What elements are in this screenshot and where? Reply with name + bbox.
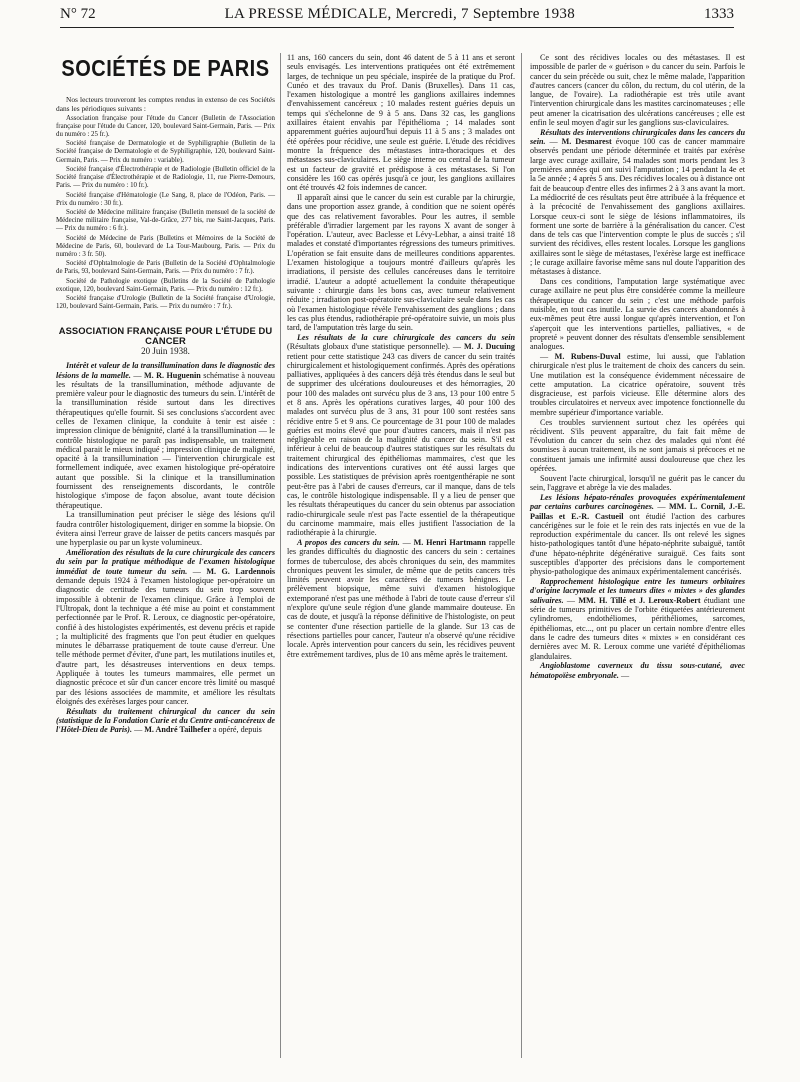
article-title: Angioblastome caverneux du tissu sous-cutané, avec hématopoïèse embryonale. — [530, 661, 745, 680]
article-title: Résultats des interventions chirurgicales dans les cancers du sein. — [530, 127, 745, 147]
article-paragraph: Résultats des interventions chirurgicales dans les cancers du sein. — M. Desmarest évoque 100 cas de cancer mammaire observés pendant une période déterminée et traités par exérèse large avec curage axillaire, 54 malades sont morts pendant les 3 premières années qui ont suivi l'amputation ; 14 pendant la 4e et la 5e année ; 4 après 5 ans. Des récidives locales ou à distance ont fait de beaucoup d'entre elles des infirmes 2 à 3 ans avant la mort. La médiocrité de ces résultats peut être attribuée à la fréquence et à la précocité de l'envahissement des ganglions axillaires. Lorsque ceux-ci sont le siège de lésions inflammatoires, ils forment une sorte de barrière à la généralisation du cancer. C'est dans de tels cas que l'intervention compte le plus de succès ; s'il survient des récidives, elles restent locales. Lorsque les ganglions axillaires sont le siège de métastases, l'exérèse large est inefficace ; le curage axillaire favorise même sans nul doute l'apparition des métastases à distance. — [530, 127, 746, 277]
column-divider — [280, 53, 281, 1058]
article-body: a opéré, depuis — [212, 725, 262, 735]
article-paragraph: — M. Rubens-Duval estime, lui aussi, que l'ablation chirurgicale n'est plus le traitement de choix des cancers du sein. Une mutilation est la conséquence évidemment nécessaire de cette amputation. La cicatrice opératoire, souvent très disgracieuse, est parfois vicieuse. Elle détermine alors des troubles circulatoires et nerveux avec impotence fonctionnelle du membre supérieur d'importance variable. — [530, 352, 746, 417]
article-paragraph: La transillumination peut préciser le siège des lésions qu'il faudra contrôler histologiquement, diriger en somme la biopsie. On évitera ainsi l'erreur grave de laisser de petits cancers masqués par une hyperplasie ou par un kyste volumineux. — [56, 510, 275, 548]
article-body: étudiant une série de tumeurs primitives de l'orbite étiquetées antérieurement cylindromes, endothéliomes, périthéliomes, sarcomes, épithéliomas, etc..., ont pu placer un certain nombre d'entre elles dans le cadre des tumeurs dites « mixtes » en considérant ces dernières avec M. R. Leroux comme une variété d'épithéliomas glandulaires. — [530, 595, 746, 661]
article-paragraph: Ce sont des récidives locales ou des métastases. Il est impossible de parler de « guérison » du cancer du sein. Parfois le cancer du sein précède ou suit, chez le même malade, l'apparition d'autres cancers (cancer du côlon, du rectum, du col utérin, de la langue, de l'ovaire). La radiothérapie est très utile avant l'intervention chirurgicale dans les mastites carcinomateuses ; elle peut amener la cicatrisation des ulcérations cancéreuses ; elle est enfin le seul moyen d'agir sur les ganglions sus-claviculaires. — [530, 53, 745, 128]
article-paragraph: Résultats du traitement chirurgical du cancer du sein (statistique de la Fondation Curie et du Centre anti-cancéreux de l'Hôtel-Dieu de Paris). — M. André Tailhefer a opéré, depuis — [56, 706, 275, 735]
article-author: MM. H. Tillé et J. Leroux-Robert — [578, 595, 701, 605]
subscription-list — [56, 115, 275, 312]
page-header — [60, 6, 734, 26]
subscription-item: Société française de Dermatologie et de Syphiligraphie (Bulletin de la Société française de Dermatologie et de Syphiligraphie, 120, boulevard Saint-Germain, Paris. — Prix du numéro : variable). — [56, 140, 275, 164]
article-body: demande depuis 1924 à l'examen histologique per-opératoire un diagnostic de certitude des tumeurs du sein trop souvent impossible à obtenir de l'examen clinique. Grâce à l'emploi de l'Ultropak, dont la technique a été mise au point et constamment perfectionnée par le Prof. R. Leroux, ce diagnostic per-opératoire, confié à des histologistes expérimentés, est devenu précis et rapide ; la multiplicité des fragments que l'on peut étudier en quelques minutes le débarrasse pratiquement de toute cause d'erreur. Une telle méthode permet d'éviter, d'une part, les mutilations inutiles et, d'autre part, les désastreuses interventions en deux temps. Appliquée à toutes les tumeurs mammaires, elle permet un diagnostic précoce et sûr d'un cancer encore très limité ou masqué par des lésions associées de mammite, et améliore les résultats éloignés des exérèses larges pour cancer. — [56, 576, 275, 706]
subscription-item: Société de Médecine militaire française (Bulletin mensuel de la société de Médecine militaire française, Val-de-Grâce, 277 bis, rue Saint-Jacques, Paris. — Prix du numéro : 6 fr.). — [56, 209, 275, 233]
subscription-item: Société française d'Hématologie (Le Sang, 8, place de l'Odéon, Paris. — Prix du numéro : 30 fr.). — [56, 191, 275, 207]
subscription-item: Société d'Ophtalmologie de Paris (Bulletin de la Société d'Ophtalmologie de Paris, 93, boulevard Saint-Germain, Paris. — Prix du numéro : 7 fr.). — [56, 260, 275, 276]
journal-title: LA PRESSE MÉDICALE, Mercredi, 7 Septembre 1938 — [224, 6, 576, 22]
column-2 — [287, 53, 515, 659]
article-body: estime, lui aussi, que l'ablation chirurgicale n'est plus le traitement de choix des cancers du sein. Une mutilation est la conséquence évidemment nécessaire de cette amputation. La cicatrice opératoire, souvent très disgracieuse, est parfois vicieuse. Elle détermine alors des troubles circulatoires et nerveux avec impotence fonctionnelle du membre supérieur d'importance variable. — [530, 352, 746, 417]
article-author: M. G. Lardennois — [206, 566, 276, 576]
society-heading: ASSOCIATION FRANÇAISE POUR L'ÉTUDE DU CANCER — [58, 325, 273, 346]
article-title: Les résultats de la cure chirurgicale des cancers du sein — [297, 332, 515, 342]
article-paragraph: Ces troubles surviennent surtout chez les opérées qui récidivent. S'ils peuvent apparaître, du fait fait même de l'évolution du cancer du sein chez des malades qui n'ont été soumises à aucun traitement, ils ne sont jamais si précoces et ne constituent jamais une infirmité aussi douloureuse que chez les opérées. — [530, 417, 745, 474]
article-body: ont étudié l'action des carbures cancérigènes sur le foie et le rein des rats injectés en vue de la reproduction expérimentale du cancer. Ils ont relevé les signes histo-pathologiques tantôt d'une hépato-néphrite subaiguë, tantôt d'une hépato-néphrite dégénérative suraiguë. Ces faits sont susceptibles d'apporter des précisions dans le comportement physio-pathologique des animaux expérimentalement cancérisés. — [530, 511, 746, 577]
article-title: Intérêt et valeur de la transillumination dans le diagnostic des lésions de la mamelle. — [56, 361, 275, 380]
article-body: évoque 100 cas de cancer mammaire observés pendant une période déterminée et traités par exérèse large avec curage axillaire, 54 malades sont morts pendant les 3 premières années qui ont suivi l'amputation ; 14 pendant la 4e et la 5e année ; 4 après 5 ans. Des récidives locales ou à distance ont fait de beaucoup d'entre elles des infirmes 2 à 3 ans avant la mort. La médiocrité de ces résultats peut être attribuée à la fréquence et à la précocité de l'envahissement des ganglions axillaires. Lorsque ceux-ci sont le siège de lésions inflammatoires, ils forment une sorte de barrière à la généralisation du cancer. C'est dans de tels cas que l'intervention compte le plus de succès ; s'il survient des récidives, elles restent locales. Lorsque les ganglions axillaires sont le siège de métastases, l'exérèse large est inefficace ; le curage axillaire favorise même sans nul doute l'apparition des métastases à distance. — [530, 137, 746, 277]
article-body: rappelle les grandes difficultés du diagnostic des cancers du sein : certaines formes de tuberculose, des abcès chroniques du sein, des mammites chroniques peuvent les simuler, de même que de petits cancers très limités peuvent avoir les caractères de tumeurs bénignes. Le prélèvement biopsique, même suivi d'examen histologique extemporané n'est pas une méthode à l'abri de toute cause d'erreur s'il n'explore qu'une seule région d'une glande mammaire douteuse. En cas de doute, et jusqu'à la réponse définitive de l'histologiste, on peut se contenter d'une résection partielle de la glande. Sur 13 cas de résections partielles pour cancer, l'auteur n'a observé qu'une récidive locale. Après intervention pour cancers du sein, les récidives peuvent être extrêmement tardives, plus de 10 ans même après le traitement. — [287, 537, 515, 659]
article-title: Amélioration des résultats de la cure chirurgicale des cancers du sein par la pratique méthodique de l'examen histologique immédiat de toute tumeur du sein. — [56, 548, 275, 576]
article-author: M. J. Ducuing — [463, 342, 515, 352]
session-date: 20 Juin 1938. — [141, 345, 190, 356]
subscription-item: Société de Médecine de Paris (Bulletins et Mémoires de la Société de Médecine de Paris, 60, boulevard de La Tour-Maubourg, Paris. — Prix du numéro : 3 fr. 50). — [56, 234, 275, 258]
article-paragraph: A propos des cancers du sein. — M. Henri Hartmann rappelle les grandes difficultés du diagnostic des cancers du sein : certaines formes de tuberculose, des abcès chroniques du sein, des mammites chroniques peuvent les simuler, de même que de petits cancers très limités peuvent avoir les caractères de tumeurs bénignes. Le prélèvement biopsique, même suivi d'examen histologique extemporané n'est pas une méthode à l'abri de toute cause d'erreur s'il n'explore qu'une seule région d'une glande mammaire douteuse. En cas de doute, et jusqu'à la réponse définitive de l'histologiste, on peut se contenter d'une résection partielle de la glande. Sur 13 cas de résections partielles pour cancer, l'auteur n'a observé qu'une récidive locale. Après intervention pour cancers du sein, les récidives peuvent être extrêmement tardives, plus de 10 ans même après le traitement. — [287, 537, 515, 659]
subscription-item: Association française pour l'étude du Cancer (Bulletin de l'Association française pour l'étude du Cancer, 120, boulevard Saint-Germain, Paris. — Prix du numéro : 25 fr.). — [56, 114, 275, 138]
intro-text: Nos lecteurs trouveront les comptes rendus in extenso de ces Sociétés dans les périodiques suivants : — [56, 95, 275, 113]
article-paragraph: Intérêt et valeur de la transillumination dans le diagnostic des lésions de la mamelle. — M. R. Huguenin schématise à nouveau les résultats de la transillumination, méthode adjuvante de première valeur pour le diagnostic des tumeurs du sein. L'intérêt de la transillumination réside surtout dans les directives thérapeutiques qu'elle fournit. Si ses conclusions s'accordent avec celles de l'examen clinique, la conduite à tenir est aisée : impression clinique de bénignité, clarté à la transillumination — le contrôle histologique ne paraît pas indispensable, un traitement médical parait le mieux indiqué ; impression clinique de malignité, opacité à la transillumination — l'intervention chirurgicale est formellement indiquée, avec examen histologique pré-opératoire autant que possible. Si la clinique et la transillumination fournissent des renseignements discordants, le contrôle histologique s'impose de façon absolue, avant toute décision thérapeutique. — [56, 361, 275, 510]
article-paragraph: Les résultats de la cure chirurgicale des cancers du sein (Résultats globaux d'une statistique personnelle). — M. J. Ducuing retient pour cette statistique 243 cas divers de cancer du sein traités chirurgicalement et histologiquement confirmés. Après des opérations palliatives, appliquées à des cancers déjà très étendus dans le seul but de supprimer des ulcérations douloureuses et des hémorragies, 20 pour 100 des malades ont survécu plus de 3 ans, 13 pour 100 entre 5 et 8 ans. Après les opérations curatives larges, 40 pour 100 des malades ont survécu plus de 3 ans, 31 pour 100 sont restées sans récidive entre 5 et 9 ans. Ce pourcentage de 31 pour 100 de malades guéries est moins élevé que pour d'autres cancers, mais il n'est pas négligeable en raison de la malignité du cancer du sein. S'il est inférieur à celui de beaucoup d'autres statistiques sur les résultats du traitement chirurgical des épithéliomas mammaires, c'est que les indications des interventions curatives ont été aussi larges que possible. Les statistiques de prévision après roentgenthérapie ne sont peut-être pas à l'abri de causes d'erreurs, car il manque, dans de tels cas, le contrôle histologique indispensable. Il y a lieu de penser que les résultats thérapeutiques du cancer du sein obtenus par association radio-chirurgicale seule n'est pas l'acte essentiel de la thérapeutique du carcinome mammaire, mais elles justifient l'association de la radiothérapie à la chirurgie. — [287, 332, 515, 538]
article-title: Résultats du traitement chirurgical du cancer du sein (statistique de la Fondation Curie et du Centre anti-cancéreux de l'Hôtel-Dieu de Paris). — [56, 706, 275, 735]
column-1 — [56, 36, 275, 735]
article-body: retient pour cette statistique 243 cas divers de cancer du sein traités chirurgicalement et histologiquement confirmés. Après des opérations palliatives, appliquées à des cancers déjà très étendus dans le seul but de supprimer des ulcérations douloureuses et des hémorragies, 20 pour 100 des malades ont survécu plus de 3 ans, 13 pour 100 entre 5 et 8 ans. Après les opérations curatives larges, 40 pour 100 des malades ont survécu plus de 3 ans, 31 pour 100 sont restées sans récidive entre 5 et 9 ans. Ce pourcentage de 31 pour 100 de malades guéries est moins élevé que pour d'autres cancers, mais il n'est pas négligeable en raison de la malignité du cancer du sein. S'il est inférieur à celui de beaucoup d'autres statistiques sur les résultats du traitement chirurgical des épithéliomas mammaires, c'est que les indications des interventions curatives ont été aussi larges que possible. Les statistiques de prévision après roentgenthérapie ne sont peut-être pas à l'abri de causes d'erreurs, car il manque, dans de tels cas, le contrôle histologique indispensable. Il y a lieu de penser que les résultats thérapeutiques du cancer du sein obtenus par association radio-chirurgicale seule n'est pas l'acte essentiel de la thérapeutique du carcinome mammaire, mais elles justifient l'association de la radiothérapie à la chirurgie. — [287, 351, 515, 538]
article-paragraph: Rapprochement histologique entre les tumeurs orbitaires d'origine lacrymale et les tumeurs dites « mixtes » des glandes salivaires. — MM. H. Tillé et J. Leroux-Robert étudiant une série de tumeurs primitives de l'orbite étiquetées antérieurement cylindromes, endothéliomes, périthéliomes, sarcomes, épithéliomas, etc..., ont pu placer un certain nombre d'entre elles dans le cadre des tumeurs dites « mixtes » en considérant ces dernières avec M. R. Leroux comme une variété d'épithéliomas glandulaires. — [530, 577, 746, 661]
article-title: Les lésions hépato-rénales provoquées expérimentalement par certains carbures carcinogènes. — [530, 492, 745, 512]
page-number: 1333 — [704, 6, 734, 22]
column-3 — [530, 53, 745, 680]
article-paragraph: Les lésions hépato-rénales provoquées expérimentalement par certains carbures carcinogènes. — MM. L. Cornil, J.-E. Paillas et E.-R. Castueil ont étudié l'action des carbures cancérigènes sur le foie et le rein des rats injectés en vue de la reproduction expérimentale du cancer. Ils ont relevé les signes histo-pathologiques tantôt d'une hépato-néphrite subaiguë, tantôt d'une hépato-néphrite dégénérative suraiguë. Ces faits sont susceptibles d'apporter des précisions dans le comportement physio-pathologique des animaux expérimentalement cancérisés. — [530, 492, 746, 577]
article-author: M. R. Huguenin — [143, 370, 201, 380]
issue-number: N° 72 — [60, 6, 96, 22]
article-paragraph: Angioblastome caverneux du tissu sous-cutané, avec hématopoïèse embryonale. — — [530, 661, 745, 680]
article-author: MM. L. Cornil, J.-E. Paillas et E.-R. Castueil — [530, 502, 746, 521]
column-divider — [521, 53, 522, 1058]
article-paragraph: Dans ces conditions, l'amputation large systématique avec curage axillaire ne peut plus être considérée comme la meilleure thérapeutique du cancer du sein ; c'est une méthode parfois nuisible, en tout cas inutile. La survie des cancers abandonnés à eux-mêmes peut être aussi longue qu'après intervention, et l'on s'aperçoit que les interventions partielles, palliatives, « de propreté » peuvent donner des résultats d'ensemble sensiblement analogues. — [530, 277, 745, 352]
article-paragraph: 11 ans, 160 cancers du sein, dont 46 datent de 5 à 11 ans et seront seuls envisagés. Les interventions pratiquées ont été extrêmement larges, de technique un peu spéciale, inspirée de la pratique du Prof. Cunéo et des travaux du Prof. Danis (Bruxelles). Dans 11 cas, l'examen histologique a montré les ganglions axillaires indemnes d'envahissement cancéreux ; 10 malades restent guéries depuis un temps qui s'échelonne de 9 à 5 ans. Dans 32 cas, les ganglions axillaires étaient envahis par l'épithélioma ; 14 malades sont apparemment guéries aujourd'hui depuis 11 à 5 ans ; 3 malades ont été opérées pour récidive, une seule est guérie. L'étude des récidives montre la fréquence des métastases intra-thoraciques et des métastases sus-claviculaires. Le siège interne ou central de la tumeur est un facteur de gravité et prédispose à ces métastases. Si l'on considère les 160 cas opérés jusqu'à ce jour, les ganglions axillaires ont été trouvés 42 fois indemnes de cancer. — [287, 53, 515, 193]
subscription-item: Société française d'Urologie (Bulletin de la Société française d'Urologie, 120, boulevard Saint-Germain, Paris. — Prix du numéro : 7 fr.). — [56, 295, 275, 311]
article-subtitle: (Résultats globaux d'une statistique personnelle). — [287, 342, 450, 352]
header-rule — [60, 27, 734, 28]
article-author: M. André Tailhefer — [144, 725, 211, 735]
article-body: schématise à nouveau les résultats de la transillumination, méthode adjuvante de première valeur pour le diagnostic des tumeurs du sein. L'intérêt de la transillumination réside surtout dans les directives thérapeutiques qu'elle fournit. Si ses conclusions s'accordent avec celles de l'examen clinique, la conduite à tenir est aisée : impression clinique de bénignité, clarté à la transillumination — le contrôle histologique ne paraît pas indispensable, un traitement médical parait le mieux indiqué ; impression clinique de malignité, opacité à la transillumination — l'intervention chirurgicale est formellement indiquée, avec examen histologique pré-opératoire autant que possible. Si la clinique et la transillumination fournissent des renseignements discordants, le contrôle histologique s'impose de façon absolue, avant toute décision thérapeutique. — [56, 370, 275, 510]
article-title: A propos des cancers du sein. — [297, 537, 400, 547]
subscription-item: Société de Pathologie exotique (Bulletins de la Société de Pathologie exotique, 120, boulevard Saint-Germain, Paris. — Prix du numéro : 12 fr.). — [56, 277, 275, 293]
article-author: M. Rubens-Duval — [554, 352, 621, 361]
article-author: M. Desmarest — [561, 137, 612, 147]
section-title: SOCIÉTÉS DE PARIS — [61, 56, 270, 82]
article-title: Rapprochement histologique entre les tumeurs orbitaires d'origine lacrymale et les tumeurs dites « mixtes » des glandes salivaires. — [530, 577, 745, 605]
article-author: M. Henri Hartmann — [413, 537, 486, 547]
article-paragraph: Souvent l'acte chirurgical, lorsqu'il ne guérit pas le cancer du sein, l'aggrave et abrège la vie des malades. — [530, 473, 745, 493]
article-paragraph: Il apparaît ainsi que le cancer du sein est curable par la chirurgie, dans une proportion assez grande, à condition que ne soient opérés que des cas relativement favorables. Pour les autres, il semble préférable d'irradier largement par les rayons X avant de songer à l'opération. L'auteur, avec Baclesse et Lévy-Lebhar, a ainsi traité 18 malades et constaté d'importantes régressions des tumeurs primitives. L'opération se fait ensuite dans de meilleures conditions apparentes. L'examen histologique a toujours montré d'ailleurs qu'après les irradiations, il persiste des cellules cancéreuses dans le territoire irradié. L'auteur a adopté actuellement la conduite thérapeutique suivante : chirurgie dans les bons cas, avec tumeur relativement réduite ; irradiation post-opératoire sus-claviculaire seule dans les cas où l'examen histologique révèle l'envahissement des ganglions ; dans les cas plus étendus, radiothérapie pré-opératoire suivie, un mois plus tard, de l'amputation très large du sein. — [287, 192, 515, 333]
subscription-item: Société française d'Électrothérapie et de Radiologie (Bulletin officiel de la Société française d'Électrothérapie et de Radiologie, 11, rue Pierre-Demours, Paris. — Prix du numéro : 10 fr.). — [56, 165, 275, 190]
article-paragraph: Amélioration des résultats de la cure chirurgicale des cancers du sein par la pratique méthodique de l'examen histologique immédiat de toute tumeur du sein. — M. G. Lardennois demande depuis 1924 à l'examen histologique per-opératoire un diagnostic de certitude des tumeurs du sein trop souvent impossible à obtenir de l'examen clinique. Grâce à l'emploi de l'Ultropak, dont la technique a été mise au point et constamment perfectionnée par le Prof. R. Leroux, ce diagnostic per-opératoire, confié à des histologistes expérimentés, est devenu précis et rapide ; la multiplicité des fragments que l'on peut étudier en quelques minutes le débarrasse pratiquement de toute cause d'erreur. Une telle méthode permet d'éviter, d'une part, les mutilations inutiles et, d'autre part, les désastreuses interventions en deux temps. Appliquée à toutes les tumeurs mammaires, elle permet un diagnostic précoce et sûr d'un cancer encore très limité ou masqué par des lésions associées de mammite, et améliore les résultats éloignés des exérèses larges pour cancer. — [56, 548, 276, 706]
